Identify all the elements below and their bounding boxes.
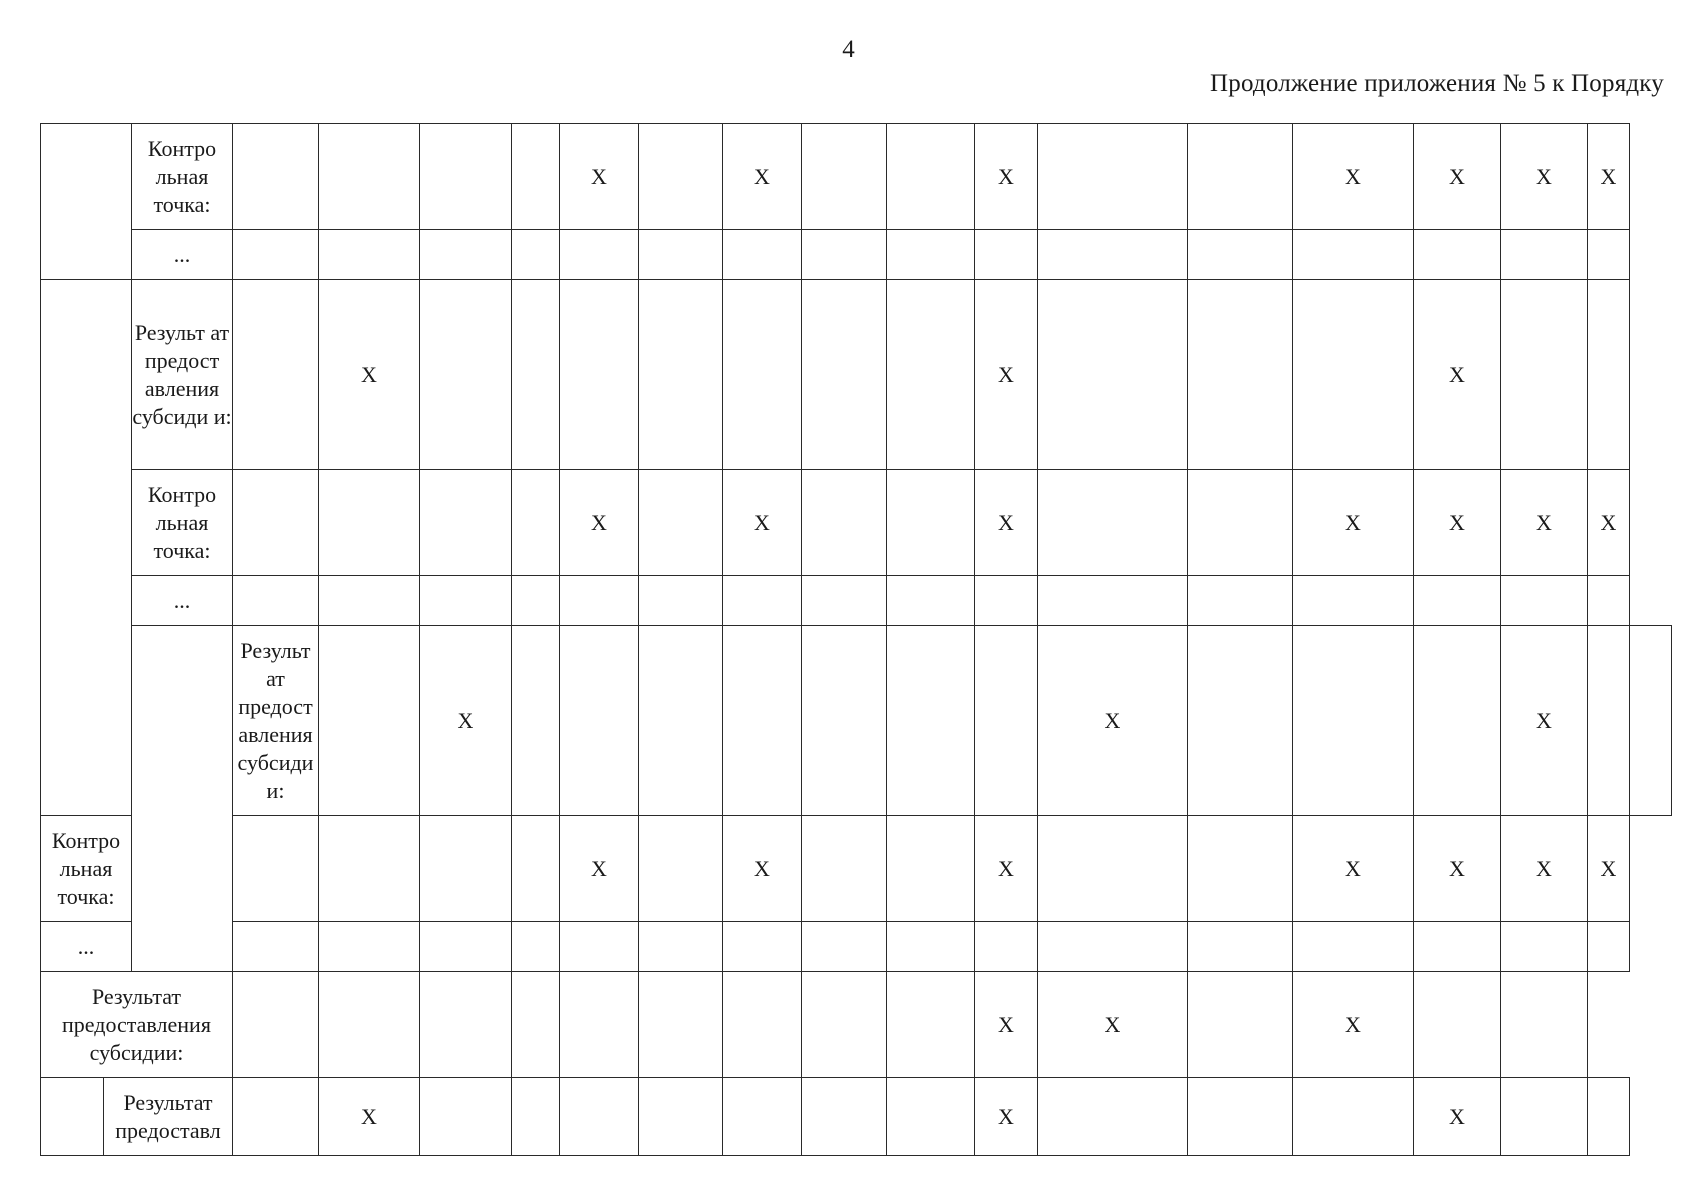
x-mark: X [975, 1078, 1038, 1156]
x-mark: X [723, 470, 802, 576]
control-point-label: Контро льная точка: [41, 816, 132, 922]
x-mark: X [1293, 124, 1414, 230]
group-cell [41, 1078, 104, 1155]
table-row [41, 124, 1672, 230]
result-label: Результ ат предост авления субсиди и: [233, 626, 319, 816]
x-mark: X [560, 124, 639, 230]
x-mark: X [560, 816, 639, 922]
x-mark: X [1293, 470, 1414, 576]
x-mark: X [560, 470, 639, 576]
x-mark: X [1588, 470, 1630, 576]
x-mark: X [975, 124, 1038, 230]
x-mark: X [975, 470, 1038, 576]
ellipsis-label: ... [132, 230, 233, 280]
control-point-label: Контро льная точка: [132, 470, 233, 576]
subsidy-results-table [40, 123, 1672, 1156]
x-mark: X [1414, 280, 1501, 470]
x-mark: X [1588, 816, 1630, 922]
group-cell [41, 280, 132, 816]
ellipsis-label: ... [132, 576, 233, 626]
x-mark: X [1501, 626, 1588, 816]
x-mark: X [1501, 816, 1588, 922]
table-row [41, 922, 1672, 972]
table-row [41, 576, 1672, 626]
x-mark: X [723, 816, 802, 922]
x-mark: X [1293, 816, 1414, 922]
x-mark: X [319, 280, 420, 470]
table-row [41, 626, 1672, 816]
last-result-label: Результат предоставл [115, 1089, 221, 1143]
table-row [41, 470, 1672, 576]
x-mark: X [319, 1078, 420, 1156]
page-number: 4 [842, 36, 855, 63]
x-mark: X [1038, 626, 1188, 816]
total-result-label: Результат предоставления субсидии: [41, 972, 233, 1078]
table-row [41, 280, 1672, 470]
x-mark: X [1038, 972, 1188, 1078]
x-mark: X [1414, 816, 1501, 922]
table-row [41, 1078, 1672, 1156]
ellipsis-label: ... [41, 922, 132, 972]
x-mark: X [1414, 470, 1501, 576]
x-mark: X [1414, 124, 1501, 230]
x-mark: X [1501, 470, 1588, 576]
result-label: Результ ат предост авления субсиди и: [132, 280, 233, 470]
table-row [41, 816, 1672, 922]
x-mark: X [420, 626, 512, 816]
x-mark: X [723, 124, 802, 230]
x-mark: X [1501, 124, 1588, 230]
x-mark: X [975, 280, 1038, 470]
appendix-continuation-note: Продолжение приложения № 5 к Порядку [1209, 70, 1664, 97]
table-row [41, 972, 1672, 1078]
group-cell [41, 124, 132, 280]
x-mark: X [975, 816, 1038, 922]
table-row [41, 230, 1672, 280]
last-row-label-cell [41, 1078, 233, 1156]
x-mark: X [1588, 124, 1630, 230]
x-mark: X [975, 972, 1038, 1078]
x-mark: X [1414, 1078, 1501, 1156]
group-cell [132, 626, 233, 972]
x-mark: X [1293, 972, 1414, 1078]
control-point-label: Контро льная точка: [132, 124, 233, 230]
